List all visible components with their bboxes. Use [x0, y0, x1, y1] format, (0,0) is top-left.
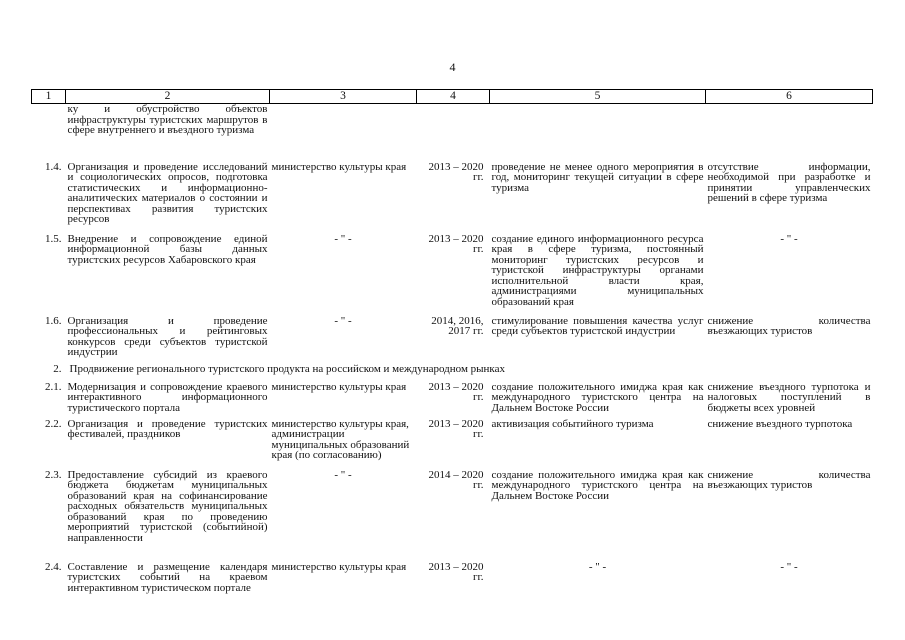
- term: 2014 – 2020 гг.: [428, 468, 484, 492]
- activity-name: Внедрение и сопровождение единой информационной базы данных туристских ресурсов Хабаровского края: [67, 232, 268, 266]
- consequence: снижение въездного турпотока: [707, 417, 853, 430]
- activity-name: Составление и размещение календаря туристских событий на краевом интерактивном туристическом портале: [67, 560, 268, 594]
- expected-result: проведение не менее одного мероприятия в год, мониторинг текущей ситуации в сфере туризма: [491, 160, 704, 194]
- expected-result: активизация событийного туризма: [491, 417, 654, 430]
- expected-result: создание положительного имиджа края как международного туристского центра на Дальнем Востоке России: [491, 380, 704, 414]
- table-row: [32, 316, 873, 364]
- executor: министерство культуры края: [271, 160, 407, 173]
- section-row: [32, 364, 873, 382]
- row-number: 2.3.: [45, 468, 62, 481]
- activity-name: Организация и проведение профессиональных и рейтинговых конкурсов среди субъектов туристской индустрии: [67, 314, 268, 359]
- column-header-2: 2: [66, 90, 270, 104]
- activity-name: Модернизация и сопровождение краевого интерактивного информационного туристического портала: [67, 380, 268, 414]
- term: 2014, 2016, 2017 гг.: [431, 314, 484, 338]
- executor: министерство культуры края, администрации муниципальных образований края (по согласованию): [271, 417, 410, 462]
- term: 2013 – 2020 гг.: [428, 560, 484, 584]
- executor: - " -: [334, 232, 352, 245]
- column-header-6: 6: [706, 90, 873, 104]
- term: 2013 – 2020 гг.: [428, 380, 484, 404]
- consequence: снижение количества въезжающих туристов: [707, 314, 871, 338]
- executor: - " -: [334, 314, 352, 327]
- consequence: - " -: [780, 232, 798, 245]
- consequence: снижение количества въезжающих туристов: [707, 468, 871, 492]
- consequence: - " -: [780, 560, 798, 573]
- page-number: 4: [449, 60, 456, 74]
- continuation-row: [32, 104, 873, 162]
- activity-name: Организация и проведение исследований и социологических опросов, подготовка статистических и информационно-аналитических материалов о состоянии и перспективах развития туристских ресурсов: [67, 160, 268, 226]
- expected-result: - " -: [588, 560, 607, 573]
- section-title: Продвижение регионального туристского продукта на российском и международном рынках: [69, 362, 505, 375]
- expected-result: создание положительного имиджа края как международного туристского центра на Дальнем Востоке России: [491, 468, 704, 502]
- column-header-row: [32, 90, 873, 104]
- expected-result: создание единого информационного ресурса края в сфере туризма, постоянный мониторинг туристских ресурсов и туристской инфраструктуры органами исполнительной власти края, администрациями муниципальных образований края: [491, 232, 704, 309]
- activity-name: Предоставление субсидий из краевого бюджета бюджетам муниципальных образований края на софинансирование расходных обязательств муниципальных образований края по проведению мероприятий туристской (событийной) направленности: [67, 468, 268, 545]
- table-row: [32, 162, 873, 234]
- consequence: снижение въездного турпотока и налоговых поступлений в бюджеты всех уровней: [707, 380, 871, 414]
- row-number: 2.1.: [45, 380, 62, 393]
- section-number: 2.: [53, 362, 62, 375]
- table-row: [32, 470, 873, 562]
- column-header-3: 3: [270, 90, 417, 104]
- expected-result: стимулирование повышения качества услуг среди субъектов туристской индустрии: [491, 314, 704, 338]
- row-number: 2.4.: [45, 560, 62, 573]
- row-number: 2.2.: [45, 417, 62, 430]
- table-row: [32, 562, 873, 610]
- term: 2013 – 2020 гг.: [428, 417, 484, 441]
- row-number: 1.5.: [45, 232, 62, 245]
- column-header-4: 4: [417, 90, 490, 104]
- term: 2013 – 2020 гг.: [428, 232, 484, 256]
- executor: министерство культуры края: [271, 380, 407, 393]
- executor: министерство культуры края: [271, 560, 407, 573]
- executor: - " -: [334, 468, 352, 481]
- row-number: 1.4.: [45, 160, 62, 173]
- activity-name: Организация и проведение туристских фестивалей, праздников: [67, 417, 268, 441]
- column-header-1: 1: [32, 90, 66, 104]
- consequence: отсутствие информации, необходимой при разработке и принятии управленческих решений в сфере туризма: [707, 160, 871, 205]
- table-row: [32, 382, 873, 419]
- row-number: 1.6.: [45, 314, 62, 327]
- program-activities-table: [31, 89, 873, 610]
- column-header-5: 5: [490, 90, 706, 104]
- term: 2013 – 2020 гг.: [428, 160, 484, 184]
- table-row: [32, 419, 873, 470]
- table-row: [32, 234, 873, 316]
- continuation-text: ку и обустройство объектов инфраструктуры туристских маршрутов в сфере внутреннего и въездного туризма: [67, 103, 268, 137]
